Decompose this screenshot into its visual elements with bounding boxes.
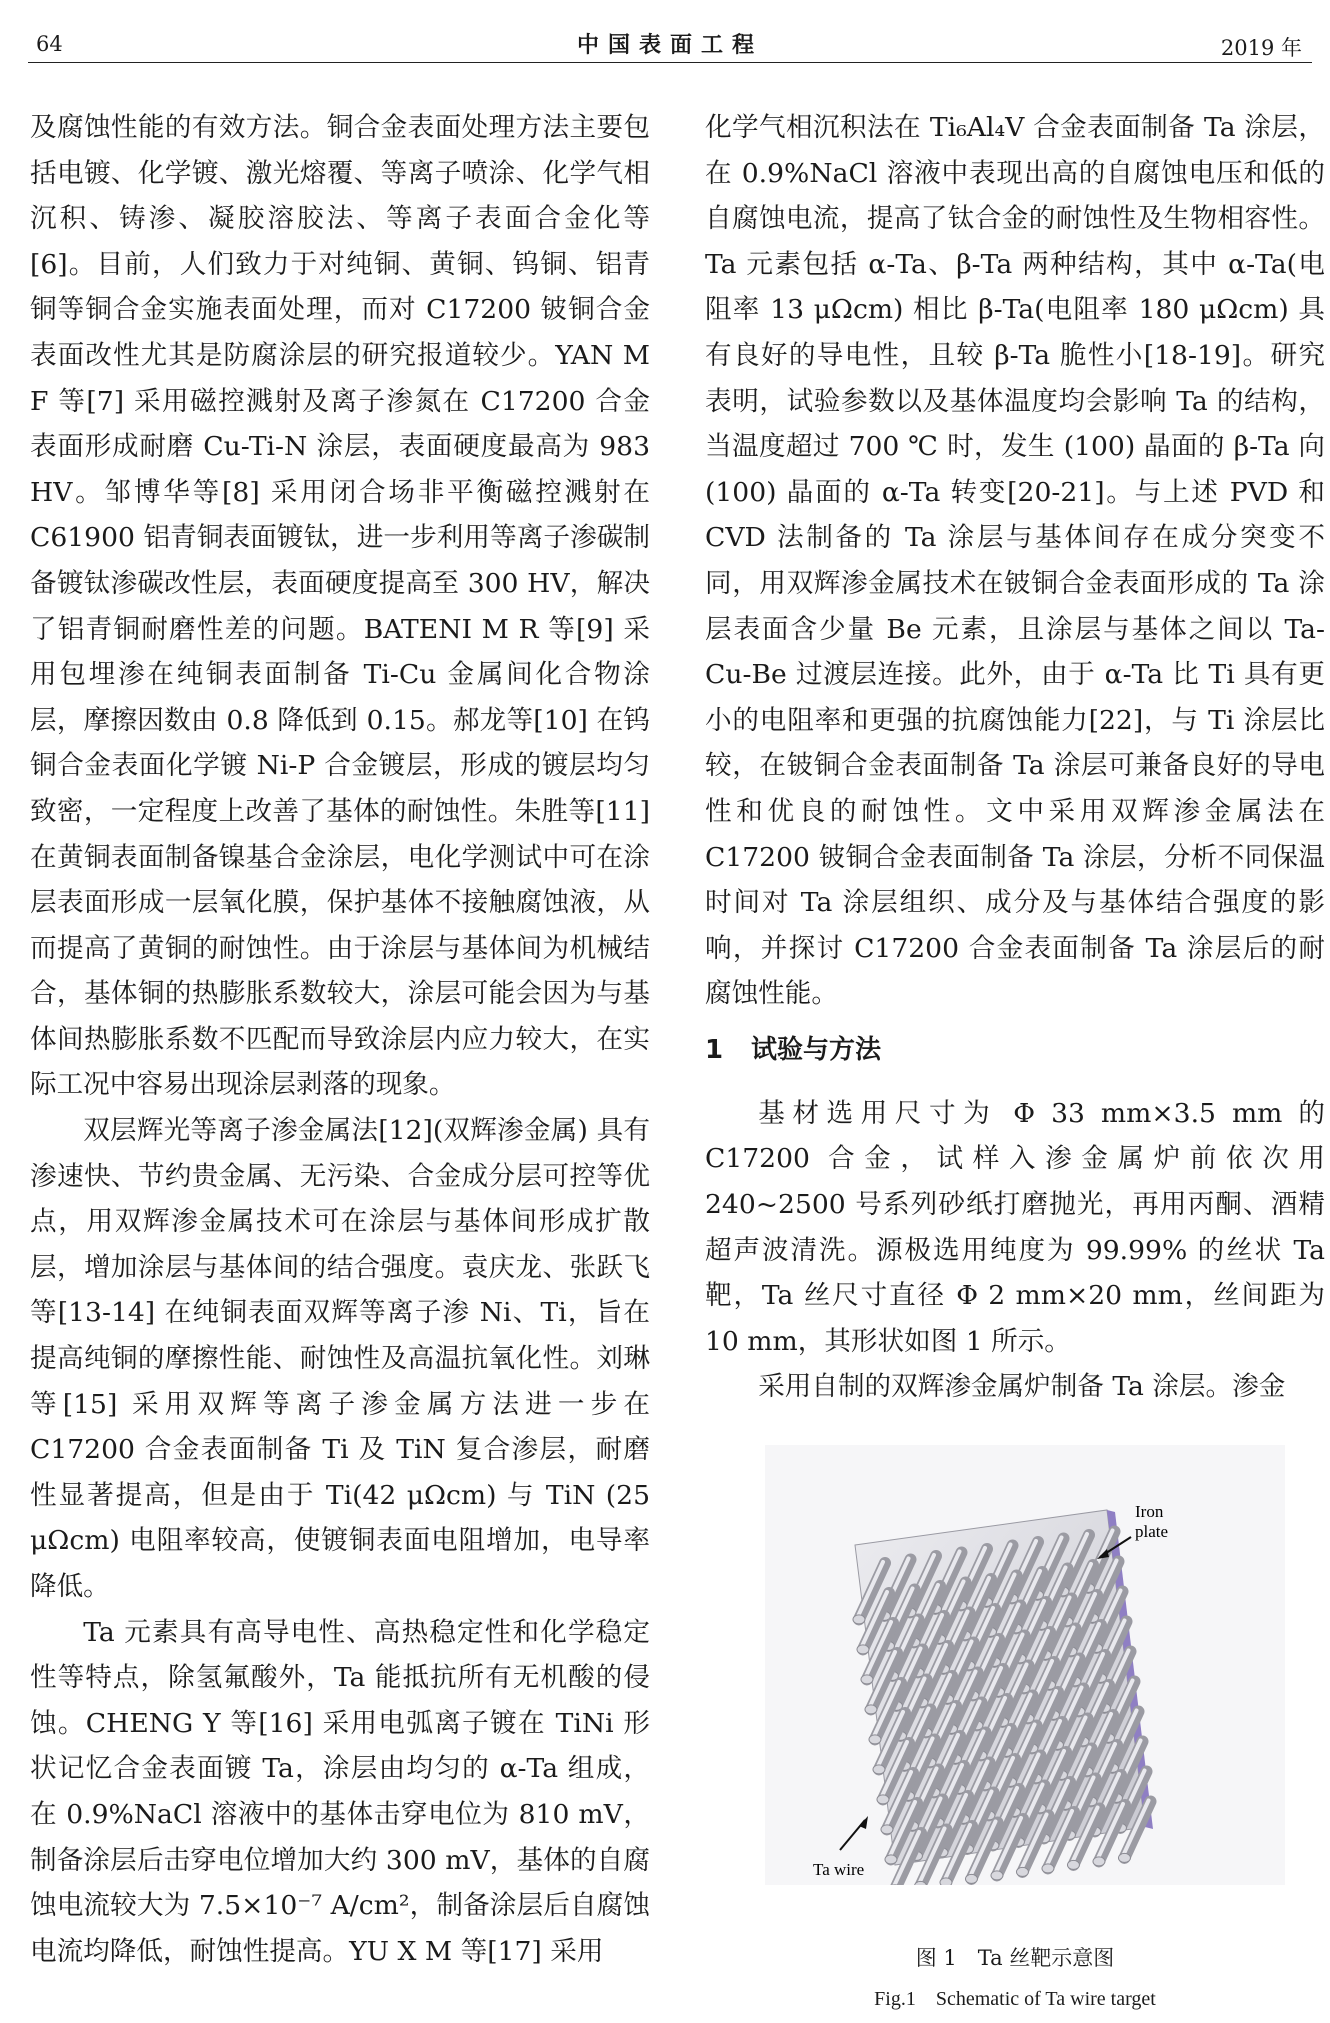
page-header [28, 26, 1312, 63]
publication-year: 2019 年 [1220, 36, 1302, 60]
right-paragraph-3: 采用自制的双辉渗金属炉制备 Ta 涂层。渗金 [758, 1371, 1286, 1403]
iron-plate-label-1: Iron [1135, 1502, 1164, 1521]
ta-wire-end [965, 1874, 977, 1883]
section-heading [705, 1027, 1325, 1073]
right-paragraph-2: 基材选用尺寸为 Φ 33 mm×3.5 mm 的 C17200 合金，试样入渗金属炉前依次用 240~2500 号系列砂纸打磨抛光，再用丙酮、酒精超声波清洗。源极选用纯度为 99.99% 的丝状 Ta 靶，Ta 丝尺寸直径 Φ 2 mm×20 mm，丝间距为 10 mm，其形状如图 1 所示。 [705, 1097, 1325, 1357]
ta-wire-end [885, 1855, 897, 1864]
iron-plate-label-2: plate [1135, 1522, 1169, 1541]
ta-wire-end [1093, 1857, 1105, 1866]
ta-wire-end [1016, 1867, 1028, 1876]
ta-wire-end [881, 1825, 893, 1834]
ta-wire-end [1067, 1860, 1079, 1869]
section-title: 试验与方法 [751, 1034, 882, 1065]
ta-wire-end [877, 1795, 889, 1804]
ta-wire-end [857, 1645, 869, 1654]
ta-wire-end [1118, 1853, 1130, 1862]
ta-wire-target-illustration [735, 1445, 1295, 1885]
ta-wire-end [869, 1735, 881, 1744]
left-paragraph-1: 及腐蚀性能的有效方法。铜合金表面处理方法主要包括电镀、化学镀、激光熔覆、等离子喷涂、化学气相沉积、铸渗、凝胶溶胶法、等离子表面合金化等[6]。目前，人们致力于对纯铜、黄铜、钨铜、铝青铜等铜合金实施表面处理，而对 C17200 铍铜合金表面改性尤其是防腐涂层的研究报道较少。YAN M F 等[7] 采用磁控溅射及离子渗氮在 C17200 合金表面形成耐磨 Cu-Ti-N 涂层，表面硬度最高为 983 HV。邹博华等[8] 采用闭合场非平衡磁控溅射在 C61900 铝青铜表面镀钛，进一步利用等离子渗碳制备镀钛渗碳改性层，表面硬度提高至 300 HV，解决了铝青铜耐磨性差的问题。BATENI M R 等[9] 采用包埋渗在纯铜表面制备 Ti-Cu 金属间化合物涂层，摩擦因数由 0.8 降低到 0.15。郝龙等[10] 在钨铜合金表面化学镀 Ni-P 合金镀层，形成的镀层均匀致密，一定程度上改善了基体的耐蚀性。朱胜等[11] 在黄铜表面制备镍基合金涂层，电化学测试中可在涂层表面形成一层氧化膜，保护基体不接触腐蚀液，从而提高了黄铜的耐蚀性。由于涂层与基体间为机械结合，基体铜的热膨胀系数较大，涂层可能会因为与基体间热膨胀系数不匹配而导致涂层内应力较大，在实际工况中容易出现涂层剥落的现象。 [30, 112, 650, 1101]
figure-caption-zh: 图 1 Ta 丝靶示意图 [915, 1946, 1115, 1970]
page-number: 64 [36, 32, 63, 56]
left-paragraph-3: Ta 元素具有高导电性、高热稳定性和化学稳定性等特点，除氢氟酸外，Ta 能抵抗所有无机酸的侵蚀。CHENG Y 等[16] 采用电弧离子镀在 TiNi 形状记忆合金表面镀 Ta，涂层由均匀的 α-Ta 组成，在 0.9%NaCl 溶液中的基体击穿电位为 810 mV，制备涂层后击穿电位增加大约 300 mV，基体的自腐蚀电流较大为 7.5×10⁻⁷ A/cm²，制备涂层后自腐蚀电流均降低，耐蚀性提高。YU X M 等[17] 采用 [30, 1616, 650, 1967]
ta-wire-end [940, 1878, 952, 1885]
figure-1 [705, 1445, 1325, 1885]
ta-wire-end [991, 1871, 1003, 1880]
figure-caption-en: Fig.1 Schematic of Ta wire target [874, 1988, 1156, 2010]
journal-title: 中国表面工程 [576, 32, 763, 58]
ta-wire-end [853, 1615, 865, 1624]
left-column [30, 105, 650, 1974]
ta-wire-end [861, 1675, 873, 1684]
ta-wire-end [865, 1705, 877, 1714]
ta-wire-label: Ta wire [813, 1860, 865, 1879]
ta-wire-end [1042, 1864, 1054, 1873]
section-number: 1 [705, 1034, 724, 1065]
ta-wire-end [873, 1765, 885, 1774]
right-paragraph-1: 化学气相沉积法在 Ti₆Al₄V 合金表面制备 Ta 涂层，在 0.9%NaCl 溶液中表现出高的自腐蚀电压和低的自腐蚀电流，提高了钛合金的耐蚀性及生物相容性。Ta 元素包括 α-Ta、β-Ta 两种结构，其中 α-Ta(电阻率 13 μΩcm) 相比 β-Ta(电阻率 180 μΩcm) 具有良好的导电性，且较 β-Ta 脆性小[18-19]。研究表明，试验参数以及基体温度均会影响 Ta 的结构，当温度超过 700 ℃ 时，发生 (100) 晶面的 β-Ta 向 (100) 晶面的 α-Ta 转变[20-21]。与上述 PVD 和 CVD 法制备的 Ta 涂层与基体间存在成分突变不同，用双辉渗金属技术在铍铜合金表面形成的 Ta 涂层表面含少量 Be 元素，且涂层与基体之间以 Ta-Cu-Be 过渡层连接。此外，由于 α-Ta 比 Ti 具有更小的电阻率和更强的抗腐蚀能力[22]，与 Ti 涂层比较，在铍铜合金表面制备 Ta 涂层可兼备良好的导电性和优良的耐蚀性。文中采用双辉渗金属法在 C17200 铍铜合金表面制备 Ta 涂层，分析不同保温时间对 Ta 涂层组织、成分及与基体结合强度的影响，并探讨 C17200 合金表面制备 Ta 涂层后的耐腐蚀性能。 [705, 112, 1325, 1010]
left-paragraph-2: 双层辉光等离子渗金属法[12](双辉渗金属) 具有渗速快、节约贵金属、无污染、合金成分层可控等优点，用双辉渗金属技术可在涂层与基体间形成扩散层，增加涂层与基体间的结合强度。袁庆龙、张跃飞等[13-14] 在纯铜表面双辉等离子渗 Ni、Ti，旨在提高纯铜的摩擦性能、耐蚀性及高温抗氧化性。刘琳等[15] 采用双辉等离子渗金属方法进一步在 C17200 合金表面制备 Ti 及 TiN 复合渗层，耐磨性显著提高，但是由于 Ti(42 μΩcm) 与 TiN (25 μΩcm) 电阻率较高，使镀铜表面电阻增加，电导率降低。 [30, 1115, 650, 1602]
right-column [705, 105, 1325, 1410]
